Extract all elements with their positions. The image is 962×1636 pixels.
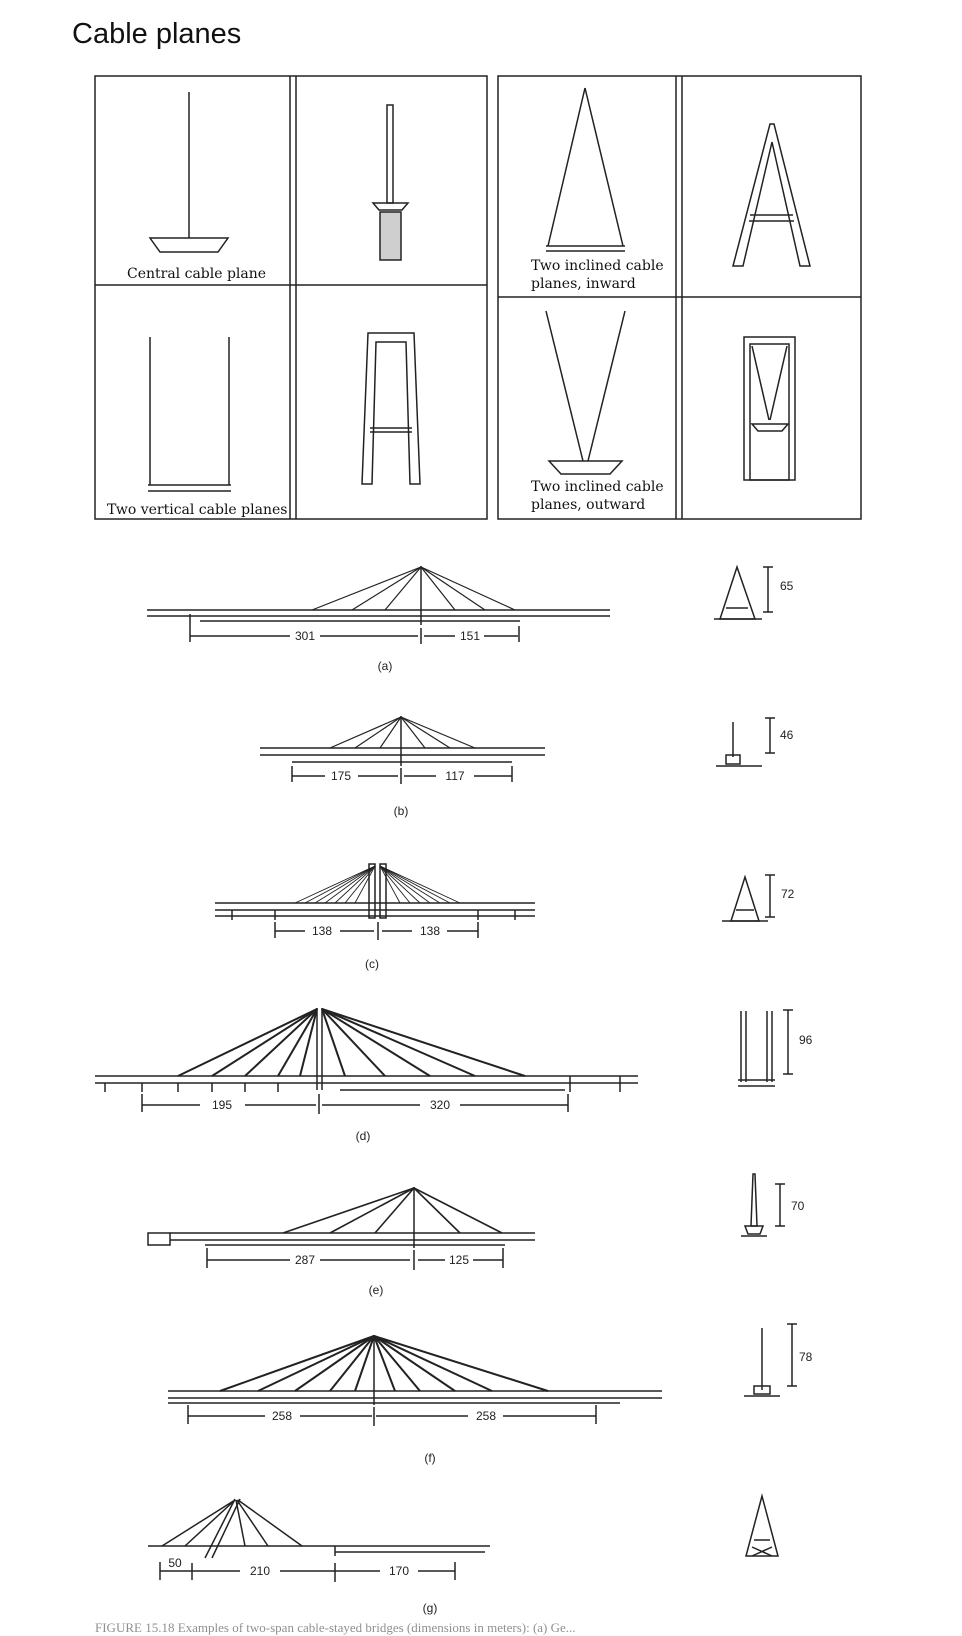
span-label: 258 — [271, 1409, 293, 1423]
span-label: 320 — [429, 1098, 451, 1112]
portal-frame-diagram — [362, 333, 420, 484]
pylon-b — [716, 718, 775, 766]
bridge-d — [95, 1008, 638, 1114]
bridge-e — [148, 1187, 535, 1270]
height-label: 70 — [791, 1199, 805, 1213]
height-label: 96 — [799, 1033, 813, 1047]
inclined-inward-label-line2: planes, inward — [531, 276, 636, 292]
span-label: 138 — [311, 924, 333, 938]
pylon-a — [714, 567, 773, 619]
single-pylon-diagram — [373, 105, 408, 260]
figure-caption: FIGURE 15.18 Examples of two-span cable-stayed bridges (dimensions in meters): (a) Ge... — [95, 1620, 576, 1635]
panel-grid-left — [95, 76, 487, 519]
span-label: 210 — [249, 1564, 271, 1578]
span-label: 301 — [294, 629, 316, 643]
span-label: 195 — [211, 1098, 233, 1112]
bridge-c — [215, 864, 535, 940]
a-frame-diagram — [733, 124, 810, 266]
two-vertical-planes-label: Two vertical cable planes — [107, 502, 288, 518]
bridge-b — [260, 716, 545, 784]
span-label: 175 — [330, 769, 352, 783]
bridge-a — [147, 566, 610, 644]
height-label: 78 — [799, 1350, 813, 1364]
span-label: 170 — [388, 1564, 410, 1578]
pylon-g — [746, 1496, 778, 1556]
span-label: 151 — [459, 629, 481, 643]
bridge-caption-label: (d) — [355, 1129, 371, 1143]
page-title: Cable planes — [72, 18, 242, 50]
inclined-inward-label-line1: Two inclined cable — [531, 258, 664, 274]
bridge-caption-label: (a) — [377, 659, 393, 673]
pylon-f — [744, 1324, 797, 1396]
bridge-f — [168, 1335, 662, 1426]
inclined-outward-label-line2: planes, outward — [531, 497, 646, 513]
central-cable-plane-label: Central cable plane — [127, 266, 267, 282]
bridge-caption-label: (g) — [422, 1601, 438, 1615]
pylon-c — [722, 875, 775, 921]
bridge-caption-label: (f) — [424, 1451, 436, 1465]
span-label: 258 — [475, 1409, 497, 1423]
two-vertical-planes-diagram — [148, 337, 231, 491]
span-label: 50 — [168, 1556, 182, 1570]
bridge-caption-label: (e) — [368, 1283, 384, 1297]
inclined-outward-label-line1: Two inclined cable — [531, 479, 664, 495]
span-label: 125 — [448, 1253, 470, 1267]
bridge-caption-label: (c) — [365, 957, 379, 971]
inclined-inward-diagram — [546, 88, 625, 251]
pylon-e — [741, 1174, 785, 1236]
height-label: 72 — [781, 887, 795, 901]
height-label: 46 — [780, 728, 794, 742]
bridge-g — [148, 1499, 490, 1582]
pylon-d — [738, 1010, 793, 1086]
inclined-outward-diagram — [546, 311, 625, 474]
span-label: 138 — [419, 924, 441, 938]
height-label: 65 — [780, 579, 794, 593]
bridge-caption-label: (b) — [393, 804, 409, 818]
panel-grid-right — [498, 76, 861, 519]
span-label: 287 — [294, 1253, 316, 1267]
central-cable-plane-diagram — [150, 92, 228, 252]
span-label: 117 — [445, 769, 465, 783]
portal-inverted-v-diagram — [744, 337, 795, 480]
